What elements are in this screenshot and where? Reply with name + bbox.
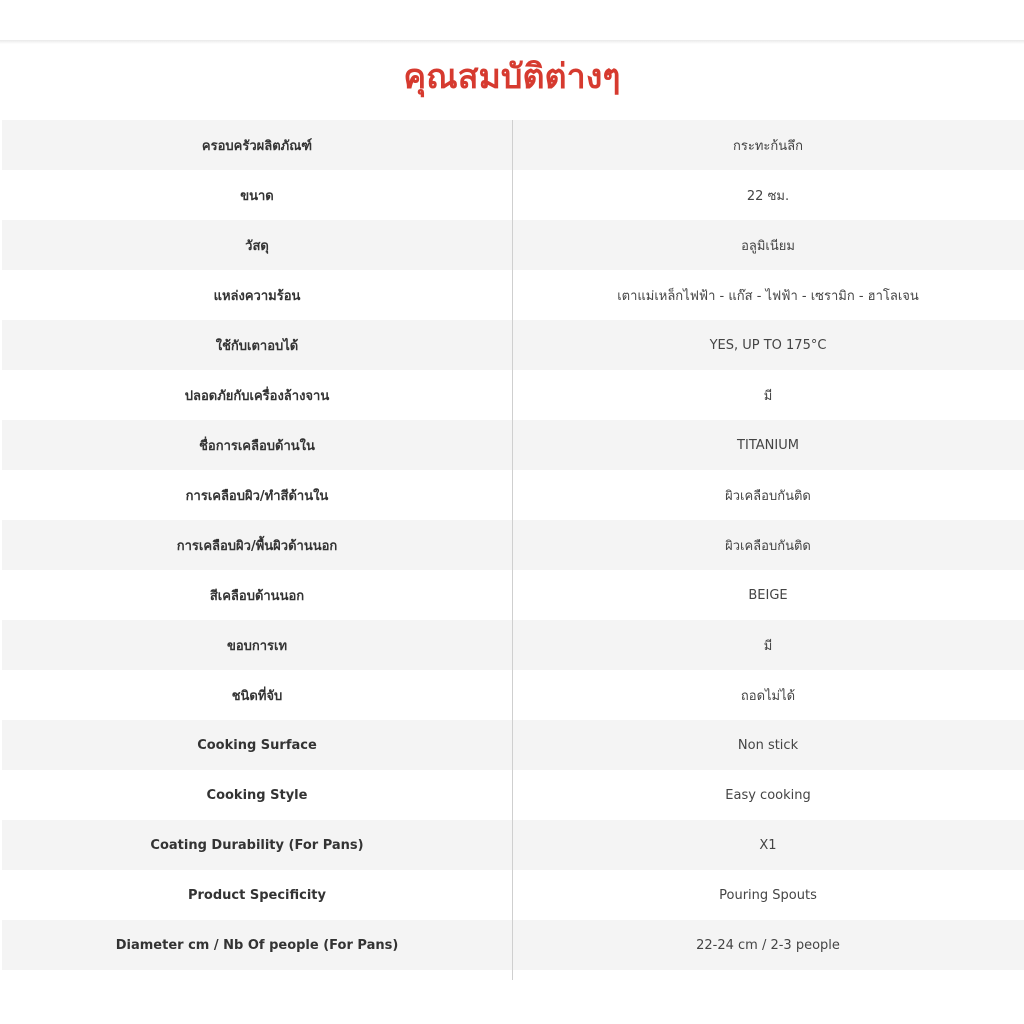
spec-row: [2, 520, 1024, 570]
spec-label: ขอบการเท: [226, 638, 288, 654]
spec-label: ปลอดภัยกับเครื่องล้างจาน: [184, 388, 330, 404]
spec-row: [2, 770, 1024, 820]
spec-label: การเคลือบผิว/ทำสีด้านใน: [185, 488, 329, 504]
spec-label: การเคลือบผิว/พื้นผิวด้านนอก: [176, 538, 338, 554]
spec-value: มี: [763, 638, 773, 654]
spec-label: ชื่อการเคลือบด้านใน: [199, 438, 315, 454]
column-divider: [512, 120, 513, 980]
spec-label: Diameter cm / Nb Of people (For Pans): [115, 937, 399, 953]
spec-row: [2, 870, 1024, 920]
spec-label: ครอบครัวผลิตภัณฑ์: [201, 138, 313, 154]
spec-row: [2, 920, 1024, 970]
spec-value: อลูมิเนียม: [741, 238, 795, 254]
spec-row: [2, 120, 1024, 170]
spec-value: Non stick: [737, 737, 799, 753]
page-title: คุณสมบัติต่างๆ: [403, 57, 621, 97]
spec-row: [2, 670, 1024, 720]
spec-value: 22-24 cm / 2-3 people: [696, 937, 840, 953]
spec-row: [2, 620, 1024, 670]
spec-label: Cooking Surface: [197, 737, 317, 753]
spec-value: มี: [763, 388, 773, 404]
spec-value: เตาแม่เหล็กไฟฟ้า - แก๊ส - ไฟฟ้า - เซรามิก - ฮาโลเจน: [617, 288, 919, 304]
spec-label: Coating Durability (For Pans): [150, 837, 364, 853]
spec-value: BEIGE: [748, 587, 788, 603]
spec-label: แหล่งความร้อน: [213, 288, 301, 304]
spec-label: Cooking Style: [206, 787, 308, 803]
spec-label: สีเคลือบด้านนอก: [209, 588, 305, 604]
spec-row: [2, 570, 1024, 620]
spec-label: วัสดุ: [245, 238, 269, 254]
spec-row: [2, 270, 1024, 320]
spec-value: YES, UP TO 175°C: [709, 337, 827, 353]
spec-value: ผิวเคลือบกันติด: [725, 488, 811, 504]
spec-row: [2, 320, 1024, 370]
spec-label: ขนาด: [240, 188, 274, 204]
specs-table: [2, 120, 1024, 970]
spec-row: [2, 220, 1024, 270]
spec-row: [2, 720, 1024, 770]
header-shadow: [0, 40, 1024, 44]
spec-row: [2, 370, 1024, 420]
spec-value: TITANIUM: [737, 437, 799, 453]
spec-label: ชนิดที่จับ: [231, 688, 283, 704]
spec-value: กระทะก้นลึก: [733, 138, 803, 154]
spec-value: Pouring Spouts: [719, 887, 817, 903]
spec-label: Product Specificity: [187, 887, 326, 903]
spec-row: [2, 170, 1024, 220]
spec-row: [2, 820, 1024, 870]
spec-label: ใช้กับเตาอบได้: [215, 338, 299, 354]
spec-value: ผิวเคลือบกันติด: [725, 538, 811, 554]
spec-value: Easy cooking: [725, 787, 811, 803]
spec-value: X1: [759, 837, 777, 853]
spec-row: [2, 420, 1024, 470]
spec-row: [2, 470, 1024, 520]
spec-value: ถอดไม่ได้: [740, 688, 796, 704]
spec-value: 22 ซม.: [746, 188, 790, 204]
